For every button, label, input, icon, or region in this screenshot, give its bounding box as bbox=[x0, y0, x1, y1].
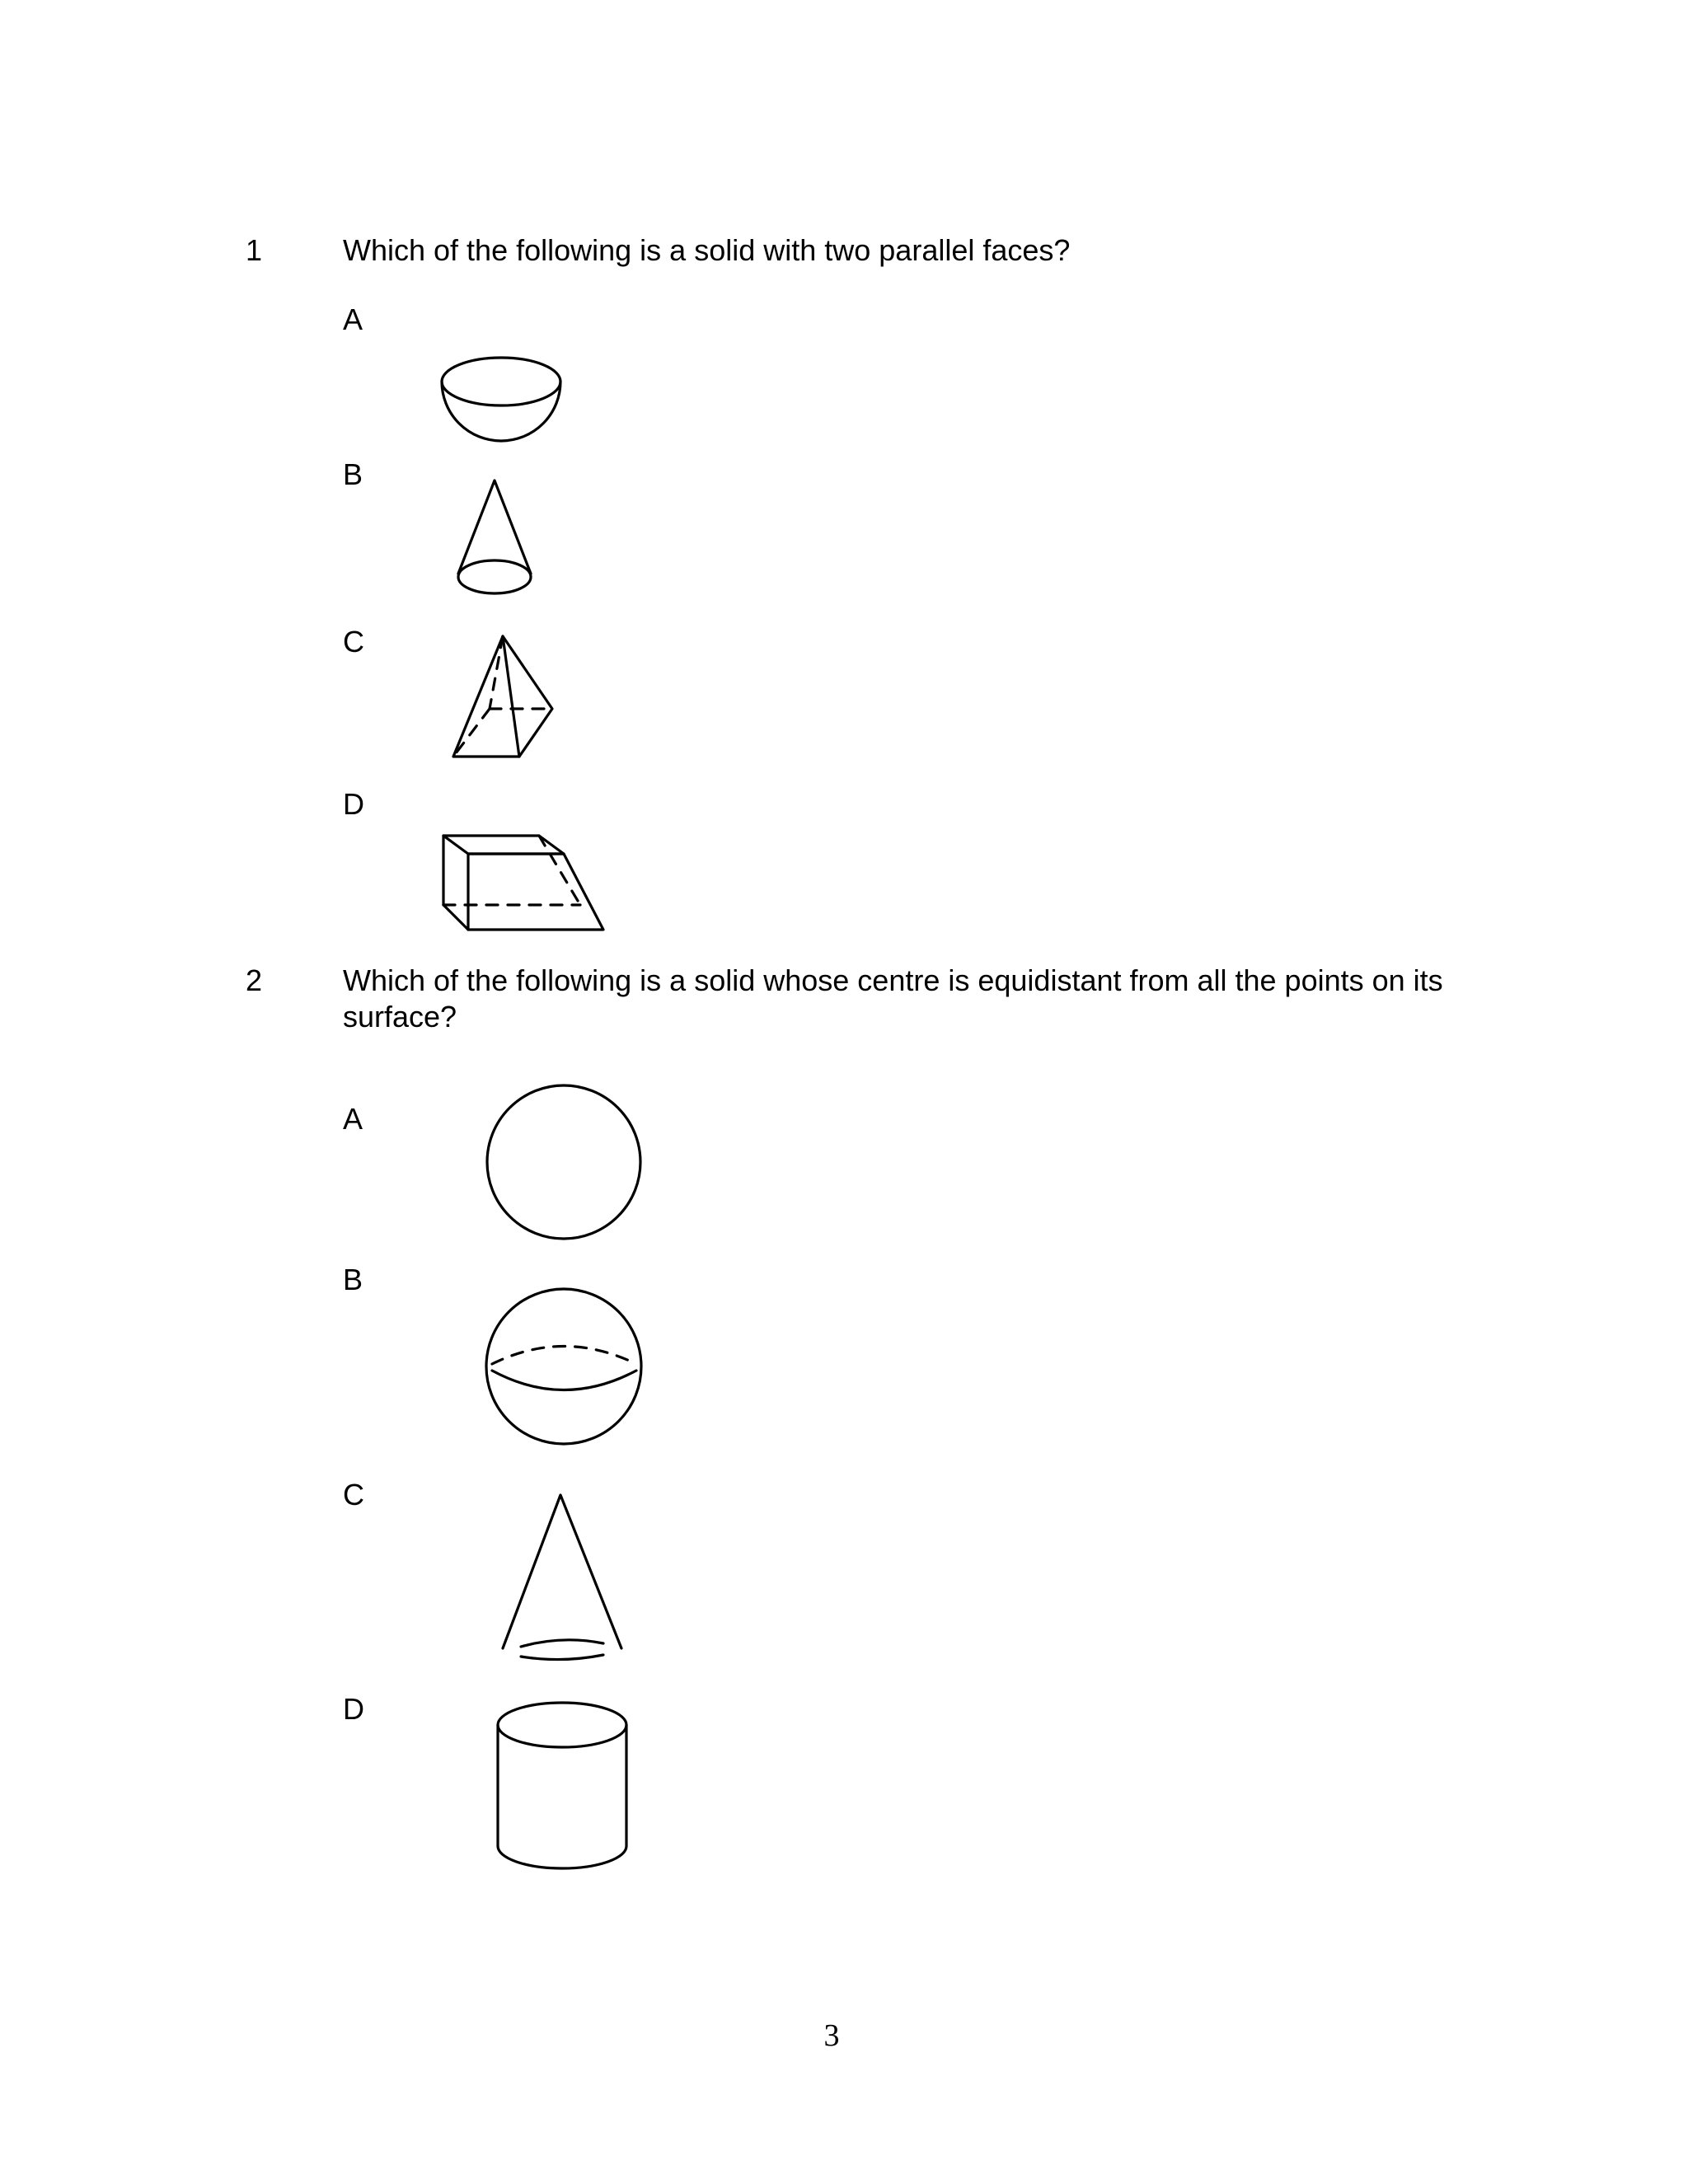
square-pyramid-icon[interactable] bbox=[447, 628, 562, 768]
q1-option-d-label[interactable]: D bbox=[343, 787, 364, 821]
cone-icon[interactable] bbox=[453, 476, 544, 600]
question-1-number: 1 bbox=[246, 233, 263, 267]
q2-option-c-label[interactable]: C bbox=[343, 1478, 364, 1511]
cone-outline-icon[interactable] bbox=[495, 1490, 635, 1671]
q2-option-b-label[interactable]: B bbox=[343, 1263, 363, 1296]
question-2-number: 2 bbox=[246, 963, 263, 997]
q1-option-a-label[interactable]: A bbox=[343, 302, 363, 336]
page-number: 3 bbox=[823, 2018, 840, 2053]
circle-icon[interactable] bbox=[483, 1081, 648, 1246]
q1-option-c-label[interactable]: C bbox=[343, 625, 364, 658]
hemisphere-icon[interactable] bbox=[437, 354, 569, 445]
q2-option-a-label[interactable]: A bbox=[343, 1102, 363, 1136]
q1-option-b-label[interactable]: B bbox=[343, 457, 363, 491]
cylinder-icon[interactable] bbox=[495, 1698, 635, 1879]
question-1-text: Which of the following is a solid with two parallel faces? bbox=[343, 233, 1071, 267]
q2-option-d-label[interactable]: D bbox=[343, 1692, 364, 1726]
question-2-text: Which of the following is a solid whose centre is equidistant from all the points on its surface? bbox=[343, 963, 1443, 1033]
sphere-icon[interactable] bbox=[483, 1286, 648, 1451]
trapezoidal-prism-icon[interactable] bbox=[440, 829, 613, 936]
